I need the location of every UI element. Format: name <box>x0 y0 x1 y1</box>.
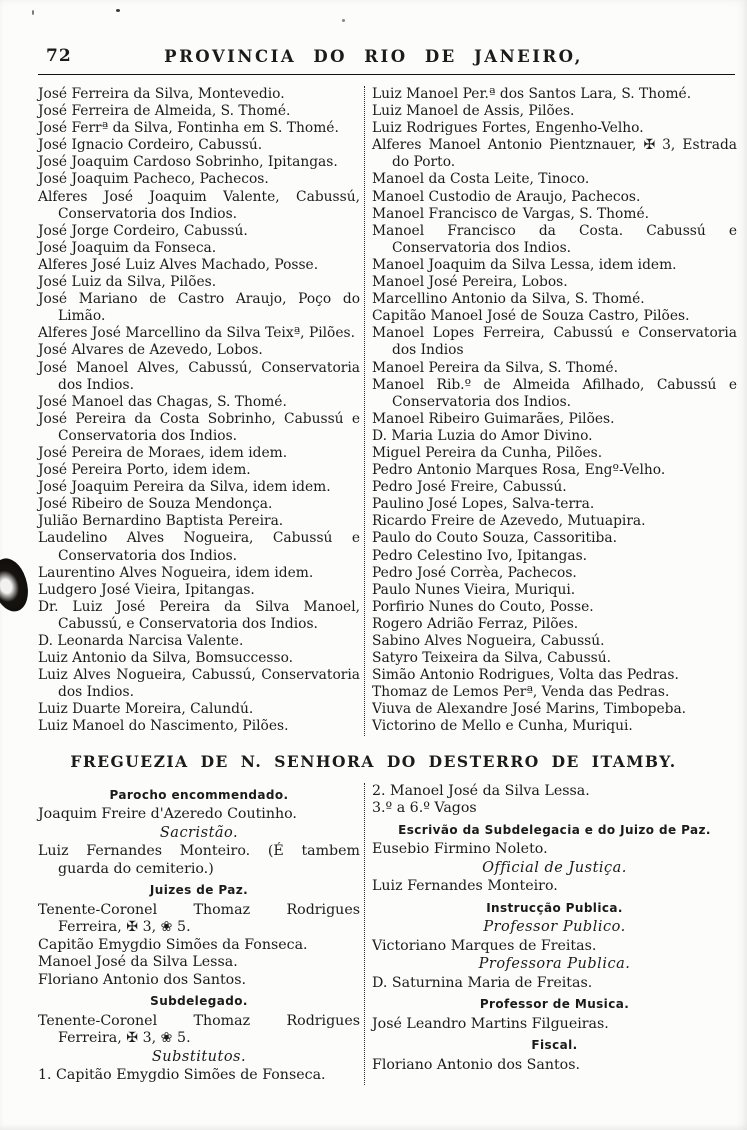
directory-entry: Manoel José Pereira, Lobos. <box>372 274 568 291</box>
directory-entry: Simão Antonio Rodrigues, Volta das Pedras. <box>372 667 679 684</box>
directory-entry: José Mariano de Castro Araujo, Poço do Limão. <box>38 291 360 325</box>
directory-entry: Luiz Rodrigues Fortes, Engenho-Velho. <box>372 120 644 137</box>
directory-entry: Paulo Nunes Vieira, Muriqui. <box>372 581 576 598</box>
directory-entry: Eusebio Firmino Noleto. <box>372 841 548 858</box>
directory-entry: 1. Capitão Emygdio Simões de Fonseca. <box>38 1067 326 1084</box>
running-title: PROVINCIA DO RIO DE JANEIRO, <box>164 47 583 66</box>
directory-right-column <box>365 86 737 736</box>
page-number: 72 <box>46 46 72 66</box>
directory-entry: José Ribeiro de Souza Mendonça. <box>38 496 273 513</box>
directory-section <box>38 86 737 736</box>
freguezia-title: FREGUEZIA DE N. SENHORA DO DESTERRO DE ITAMBY. <box>70 751 677 771</box>
directory-entry: Satyro Teixeira da Silva, Cabussú. <box>372 650 612 667</box>
directory-entry: José Pereira de Moraes, idem idem. <box>38 444 288 461</box>
directory-entry: Luiz Manoel de Assis, Pilões. <box>372 103 575 120</box>
directory-entry: Capitão Emygdio Simões da Fonseca. <box>38 936 308 953</box>
directory-entry: Dr. Luiz José Pereira da Silva Manoel, Cabussú, e Conservatoria dos Indios. <box>38 598 360 632</box>
directory-entry: Viuva de Alexandre José Marins, Timbopeba. <box>372 701 687 718</box>
directory-entry: Julião Bernardino Baptista Pereira. <box>38 513 284 530</box>
directory-left-column <box>38 86 365 736</box>
page-header <box>0 0 747 78</box>
sub-heading: Professora Publica. <box>478 956 631 973</box>
directory-entry: José Pereira da Costa Sobrinho, Cabussú e Conservatoria dos Indios. <box>38 410 360 444</box>
directory-entry: José Joaquim Cardoso Sobrinho, Ipitangas. <box>38 154 338 171</box>
directory-entry: José Manoel Alves, Cabussú, Conservatoria dos Indios. <box>38 359 360 393</box>
freguezia-right-column <box>365 783 737 1085</box>
directory-entry: Pedro Antonio Marques Rosa, Engº-Velho. <box>372 462 666 479</box>
directory-entry: José Luiz da Silva, Pilões. <box>38 274 217 291</box>
directory-entry: Manoel Lopes Ferreira, Cabussú e Conservatoria dos Indios <box>372 325 737 359</box>
sub-heading: Juizes de Paz. <box>149 883 249 898</box>
directory-entry: José Ignacio Cordeiro, Cabussú. <box>38 137 263 154</box>
directory-entry: Luiz Duarte Moreira, Calundú. <box>38 701 254 718</box>
directory-entry: Ludgero José Vieira, Ipitangas. <box>38 581 255 598</box>
sub-heading: Official de Justiça. <box>482 859 627 876</box>
directory-entry: 3.º a 6.º Vagos <box>372 800 477 817</box>
directory-entry: Manoel Francisco de Vargas, S. Thomé. <box>372 205 649 222</box>
scan-speck <box>116 9 120 12</box>
directory-entry: Alferes José Joaquim Valente, Cabussú, Conservatoria dos Indios. <box>38 188 360 222</box>
directory-entry: Rogero Adrião Ferraz, Pilões. <box>372 615 579 632</box>
sub-heading: Professor de Musica. <box>479 997 630 1012</box>
directory-entry: Victoriano Marques de Freitas. <box>372 937 597 954</box>
directory-entry: Porfirio Nunes do Couto, Posse. <box>372 598 594 615</box>
sub-heading: Fiscal. <box>531 1038 578 1053</box>
directory-entry: Joaquim Freire d'Azeredo Coutinho. <box>38 806 297 823</box>
directory-entry: José Jorge Cordeiro, Cabussú. <box>38 222 248 239</box>
directory-entry: D. Saturnina Maria de Freitas. <box>372 974 593 991</box>
directory-entry: Laudelino Alves Nogueira, Cabussú e Conservatoria dos Indios. <box>38 530 360 564</box>
sub-heading: Parocho encommendado. <box>109 787 289 802</box>
directory-entry: Manoel da Costa Leite, Tinoco. <box>372 171 590 188</box>
directory-entry: Marcellino Antonio da Silva, S. Thomé. <box>372 291 645 308</box>
directory-entry: José Joaquim Pacheco, Pachecos. <box>38 171 269 188</box>
sub-heading: Substitutos. <box>151 1048 247 1065</box>
directory-entry: Manoel Ribeiro Guimarães, Pilões. <box>372 410 615 427</box>
sub-heading: Instrucção Publica. <box>486 900 623 915</box>
sub-heading: Escrivão da Subdelegacia e do Juizo de Paz. <box>398 822 711 837</box>
directory-entry: Tenente-Coronel Thomaz Rodrigues Ferreira, ✠ 3, ❀ 5. <box>38 901 360 936</box>
directory-entry: Laurentino Alves Nogueira, idem idem. <box>38 564 314 581</box>
directory-entry: Luiz Antonio da Silva, Bomsuccesso. <box>38 650 294 667</box>
scan-speck <box>342 19 345 22</box>
directory-entry: Floriano Antonio dos Santos. <box>372 1056 581 1073</box>
directory-entry: Manoel Custodio de Araujo, Pachecos. <box>372 188 641 205</box>
directory-entry: 2. Manoel José da Silva Lessa. <box>372 782 590 799</box>
directory-entry: Capitão Manoel José de Souza Castro, Pilões. <box>372 308 690 325</box>
directory-entry: Alferes José Marcellino da Silva Teixª, Pilões. <box>38 325 355 342</box>
directory-entry: José Ferrª da Silva, Fontinha em S. Thomé. <box>38 120 339 137</box>
directory-entry: Tenente-Coronel Thomaz Rodrigues Ferreira, ✠ 3, ❀ 5. <box>38 1012 360 1047</box>
directory-entry: José Joaquim da Fonseca. <box>38 239 217 256</box>
directory-entry: José Joaquim Pereira da Silva, idem idem. <box>38 479 331 496</box>
directory-entry: Sabino Alves Nogueira, Cabussú. <box>372 633 605 649</box>
directory-entry: Luiz Manoel do Nascimento, Pilões. <box>38 718 289 735</box>
directory-entry: Manoel Pereira da Silva, S. Thomé. <box>372 359 618 376</box>
directory-entry: Luiz Fernandes Monteiro. (É tambem guarda do cemiterio.) <box>38 843 360 877</box>
sub-heading: Subdelegado. <box>150 994 248 1009</box>
header-rule <box>38 74 735 75</box>
directory-entry: Luiz Fernandes Monteiro. <box>372 878 558 895</box>
directory-entry: Ricardo Freire de Azevedo, Mutuapira. <box>372 513 646 530</box>
directory-entry: José Manoel das Chagas, S. Thomé. <box>38 393 287 410</box>
ink-blot-artifact <box>0 554 35 616</box>
directory-entry: Paulino José Lopes, Salva-terra. <box>372 496 595 513</box>
directory-entry: D. Leonarda Narcisa Valente. <box>38 633 244 649</box>
directory-entry: D. Maria Luzia do Amor Divino. <box>372 427 593 444</box>
directory-entry: José Alvares de Azevedo, Lobos. <box>38 342 263 359</box>
directory-entry: Manoel Joaquim da Silva Lessa, idem idem. <box>372 256 677 273</box>
directory-entry: Alferes José Luiz Alves Machado, Posse. <box>38 256 319 273</box>
directory-entry: Luiz Manoel Per.ª dos Santos Lara, S. Thomé. <box>372 86 692 102</box>
directory-entry: Victorino de Mello e Cunha, Muriqui. <box>372 718 633 735</box>
directory-entry: Paulo do Couto Souza, Cassoritiba. <box>372 530 617 547</box>
directory-entry: Miguel Pereira da Cunha, Pilões. <box>372 444 603 461</box>
freguezia-left-column <box>38 783 365 1085</box>
sub-heading: Sacristão. <box>159 824 239 841</box>
directory-entry: Floriano Antonio dos Santos. <box>38 971 247 988</box>
scan-speck <box>32 10 34 15</box>
directory-entry: José Ferreira da Silva, Montevedio. <box>38 86 285 102</box>
directory-entry: José Ferreira de Almeida, S. Thomé. <box>38 103 291 120</box>
directory-entry: José Leandro Martins Filgueiras. <box>372 1015 609 1032</box>
sub-heading: Professor Publico. <box>483 919 626 936</box>
directory-entry: Manoel Rib.º de Almeida Afilhado, Cabussú e Conservatoria dos Indios. <box>372 376 737 410</box>
directory-entry: Pedro Celestino Ivo, Ipitangas. <box>372 547 588 564</box>
directory-entry: José Pereira Porto, idem idem. <box>38 462 251 479</box>
directory-entry: Luiz Alves Nogueira, Cabussú, Conservatoria dos Indios. <box>38 667 360 701</box>
directory-entry: Thomaz de Lemos Perª, Venda das Pedras. <box>372 684 670 701</box>
directory-entry: Pedro José Freire, Cabussú. <box>372 479 567 496</box>
directory-entry: Manoel José da Silva Lessa. <box>38 954 238 971</box>
directory-entry: Manoel Francisco da Costa. Cabussú e Conservatoria dos Indios. <box>372 222 737 256</box>
directory-entry: Pedro José Corrèa, Pachecos. <box>372 564 577 581</box>
directory-entry: Alferes Manoel Antonio Pientznauer, ✠ 3, Estrada do Porto. <box>372 137 737 171</box>
freguezia-section <box>38 783 737 1085</box>
